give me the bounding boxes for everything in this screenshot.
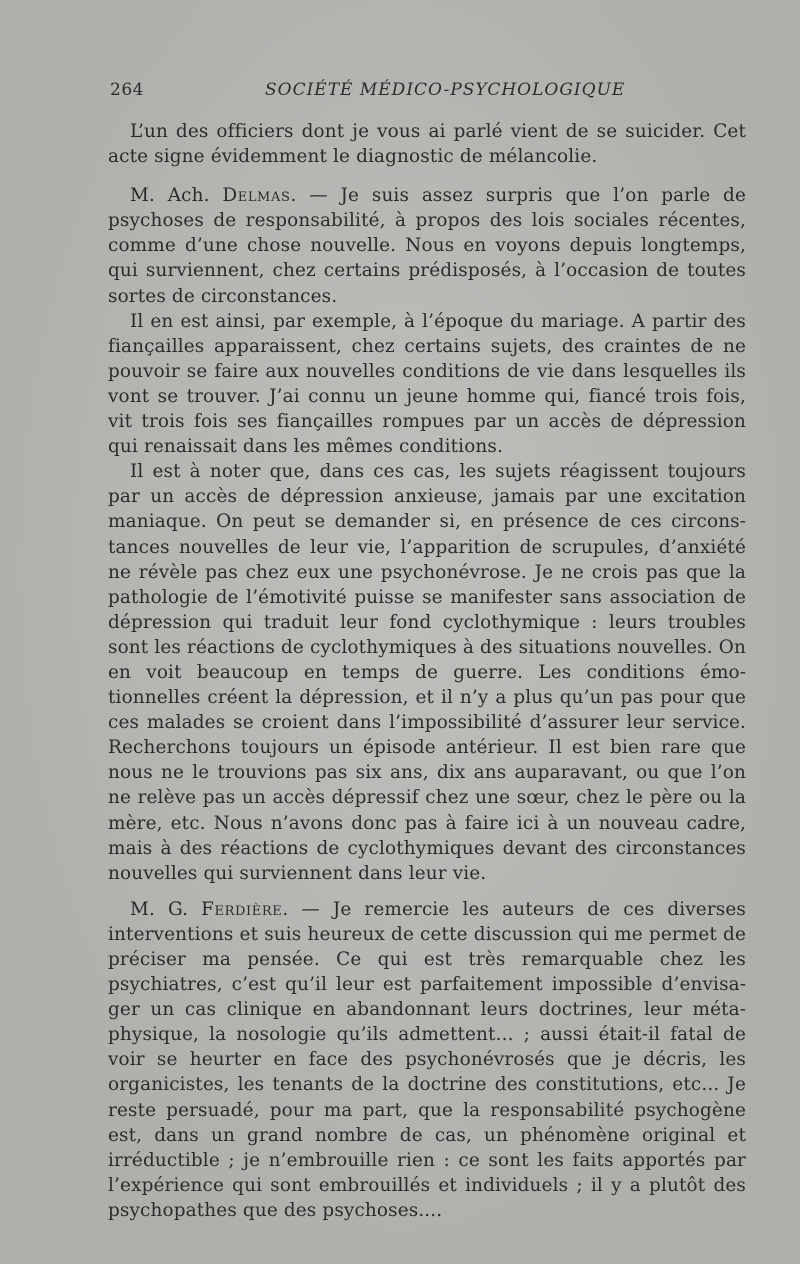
running-head [110, 80, 750, 104]
speaker-name-delmas: Delmas [222, 185, 291, 207]
paragraph-ferdiere [108, 897, 746, 1223]
paragraph-text-delmas: . — Je suis assez surpris que l’on parle de psychoses de responsabilité, à propos des lois sociales récentes, comme d’une chose nouvelle. Nous en voyons depuis longtemps, qui surviennent, chez certains prédisposés, à l’occasion de toutes sortes de circonstances. [108, 185, 747, 307]
speaker-prefix: M. Ach. [130, 185, 223, 207]
paragraph-1: L’un des officiers dont je vous ai parlé vient de se suicider. Cet acte signe évidemment le diagnostic de mélancolie. [108, 121, 746, 168]
running-title: SOCIÉTÉ MÉDICO-PSYCHOLOGIQUE [265, 80, 626, 100]
speaker-prefix: M. G. [130, 898, 202, 920]
main-text [108, 119, 746, 1223]
paragraph-delmas [108, 183, 746, 308]
paragraph-4: Il est à noter que, dans ces cas, les sujets réagissent toujours par un accès de dépression anxieuse, jamais par une excitation maniaque. On peut se demander si, en présence de ces circonstances nouvelles de leur vie, l’apparition de scrupules, d’anxiété ne révèle pas chez eux une psychonévrose. Je ne crois pas que la pathologie de l’émotivité puisse se manifester sans association de dépression qui traduit leur fond cyclothymique : leurs troubles sont les réactions de cyclothymiques à des situations nouvelles. On en voit beaucoup en temps de guerre. Les conditions émotionnelles créent la dépression, et il n’y a plus qu’un pas pour que ces malades se croient dans l’impossibilité d’assurer leur service. Recherchons toujours un épisode antérieur. Il est bien rare que nous ne le trouvions pas six ans, dix ans auparavant, ou que l’on ne relève pas un accès dépressif chez une sœur, chez le père ou la mère, etc. Nous n’avons donc pas à faire ici à un nouveau cadre, mais à des réactions de cyclothymiques devant des circonstances nouvelles qui surviennent dans leur vie. [108, 461, 746, 884]
page-number: 264 [110, 80, 144, 100]
speaker-name-ferdiere: Ferdière [201, 898, 283, 920]
paragraph-3: Il en est ainsi, par exemple, à l’époque du mariage. A partir des fiançailles apparaissent, chez certains sujets, des craintes de ne pouvoir se faire aux nouvelles conditions de vie dans lesquelles ils vont se trouver. J’ai connu un jeune homme qui, fiancé trois fois, vit trois fois ses fiançailles rompues par un accès de dépression qui renaissait dans les mêmes conditions. [108, 310, 746, 458]
paragraph-text-ferdiere: . — Je remercie les auteurs de ces diverses interventions et suis heureux de cette discussion qui me permet de préciser ma pensée. Ce qui est très remarquable chez les psychiatres, c’est qu’il leur est parfaitement impossible d’envisager un cas clinique en abandonnant leurs doctrines, leur métaphysique, la nosologie qu’ils admettent... ; aussi était-il fatal de voir se heurter en face des psychonévrosés que je décris, les organicistes, les tenants de la doctrine des constitutions, etc... Je reste persuadé, pour ma part, que la responsabilité psychogène est, dans un grand nombre de cas, un phénomène original et irréductible ; je n’embrouille rien : ce sont les faits apportés par l’expérience qui sont embrouillés et individuels ; il y a plutôt des psychopathes que des psychoses.... [108, 898, 746, 1221]
